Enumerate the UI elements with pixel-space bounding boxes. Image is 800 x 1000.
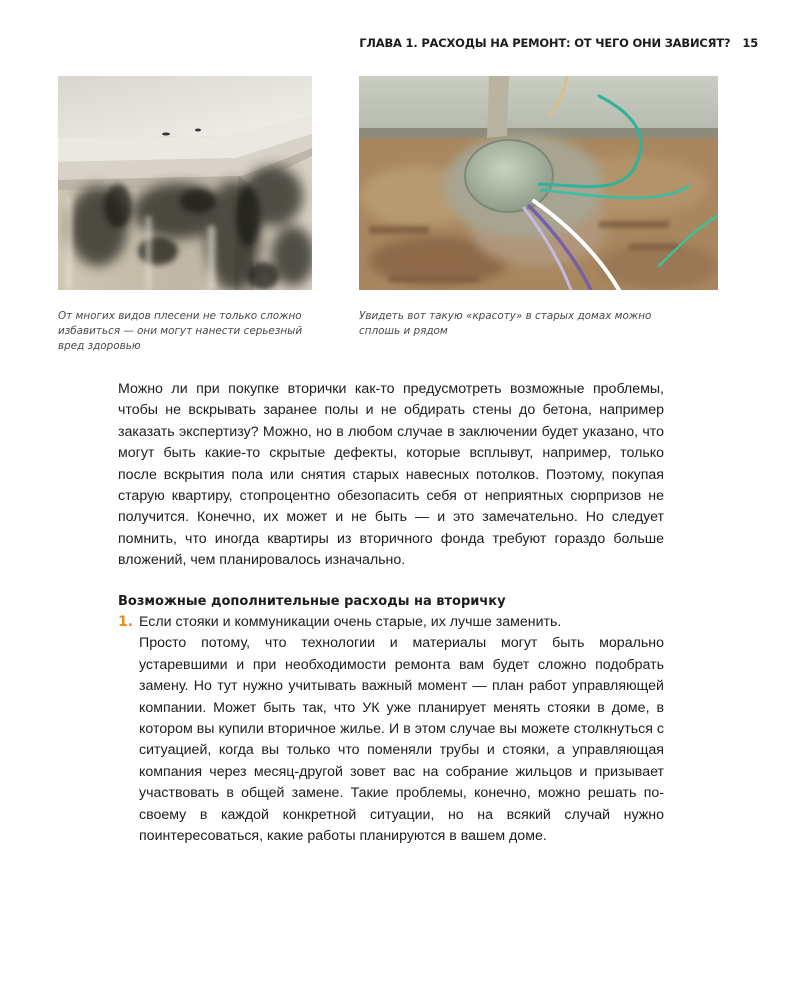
mold-photo-caption: От многих видов плесени не только сложно избавиться — они могут нанести серьезный вред здоровью	[58, 310, 303, 352]
running-header	[359, 36, 758, 50]
mold-wall-photo	[58, 76, 312, 290]
old-wiring-image	[359, 76, 718, 290]
wiring-photo-caption: Увидеть вот такую «красоту» в старых домах можно сплошь и рядом	[359, 310, 652, 337]
old-wiring-photo	[359, 76, 718, 290]
list-item-lead: Если стояки и коммуникации очень старые, их лучше заменить.	[139, 614, 562, 630]
list-item-number: 1.	[118, 614, 134, 630]
list-item-text: Просто потому, что технологии и материалы могут быть морально устаревшими и при необходимости ремонта вам будет сложно подобрать замену. Но тут нужно учитывать важный момент — план работ управляющей компании. Может быть так, что УК уже планирует менять стояки в доме, в котором вы купили вторичное жилье. И в этом случае вы можете столкнуться с ситуацией, когда вы только что поменяли трубы и стояки, а управляющая компания через месяц-другой зовет вас на собрание жильцов и призывает участвовать в общей замене. Такие проблемы, конечно, можно решать по-своему в каждой конкретной ситуации, но на всякий случай нужно поинтересоваться, какие работы планируются в вашем доме.	[139, 635, 664, 845]
chapter-title: ГЛАВА 1. РАСХОДЫ НА РЕМОНТ: ОТ ЧЕГО ОНИ ЗАВИСЯТ?	[359, 36, 731, 50]
body-paragraph: Можно ли при покупке вторички как-то предусмотреть возможные проблемы, чтобы не вскрывать заранее полы и не обдирать стены до бетона, например заказать экспертизу? Можно, но в любом случае в заключении будет указано, что могут быть какие-то скрытые дефекты, которые всплывут, например, только после вскрытия пола или снятия старых навесных потолков. Поэтому, покупая старую квартиру, стопроцентно обезопасить себя от неприятных сюрпризов не получится. Конечно, их может и не быть — и это замечательно. Но следует помнить, что иногда квартиры из вторичного фонда требуют гораздо больше вложений, чем планировалось изначально.	[118, 381, 664, 569]
list-item	[118, 612, 664, 847]
page-number: 15	[742, 36, 758, 50]
mold-wall-image	[58, 76, 312, 290]
section-heading: Возможные дополнительные расходы на вторичку	[118, 594, 506, 609]
